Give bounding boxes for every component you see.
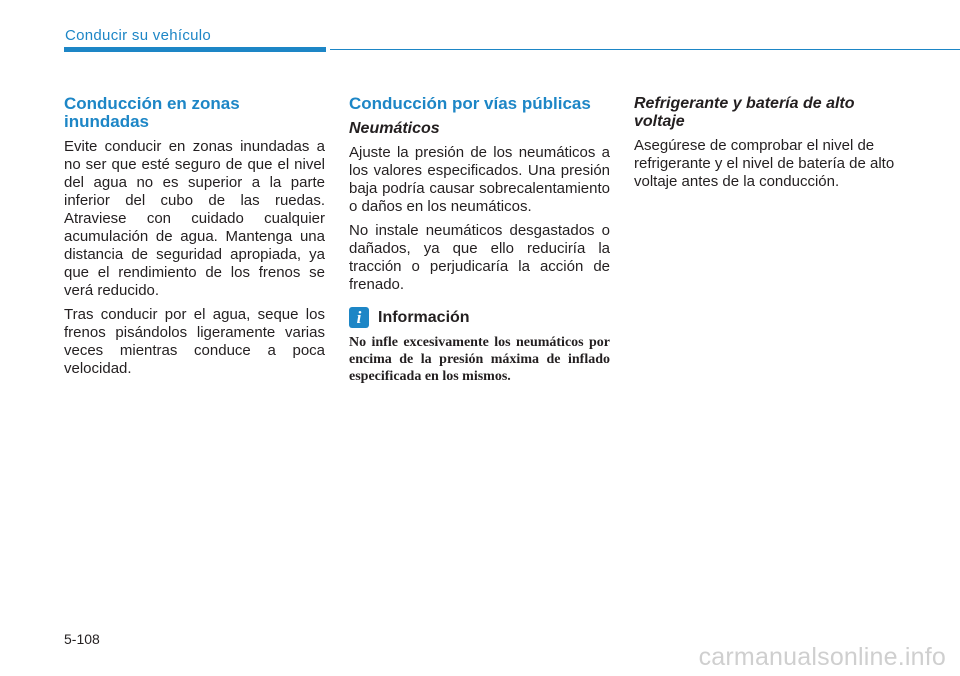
section-heading-flooded: Conducción en zonas inundadas [64,94,240,131]
page-header-title: Conducir su vehículo [65,27,212,44]
header-rule-thin [330,49,960,50]
column-coolant-battery [634,95,895,197]
info-icon: i [349,307,369,328]
info-title: Información [378,308,470,326]
page-number: 5-108 [64,631,100,647]
paragraph: Evite conducir en zonas inundadas a no ser que esté seguro de que el nivel del agua no es superior a la parte inferior del cubo de las ruedas. Atraviese con cuidado cualquier acumulación de agua. Mantenga una distancia de seguridad apropiada, ya que el rendimiento de los frenos se verá reducido. [64,138,325,299]
paragraph: No instale neumáticos desgastados o dañados, ya que ello reduciría la tracción o perjudicaría la acción de frenado. [349,222,610,293]
column-flooded-areas [64,95,325,384]
watermark: carmanualsonline.info [698,643,946,671]
info-box [349,307,610,385]
paragraph: Asegúrese de comprobar el nivel de refrigerante y el nivel de batería de alto voltaje antes de la conducción. [634,137,895,190]
info-text: No infle excesivamente los neumáticos por encima de la presión máxima de inflado especificada en los mismos. [349,335,610,384]
column-public-roads [349,95,610,385]
paragraph: Tras conducir por el agua, seque los frenos pisándolos ligeramente varias veces mientras conduce a poca velocidad. [64,306,325,377]
subheading-coolant-battery: Refrigerante y batería de alto voltaje [634,95,855,130]
info-header [349,307,610,328]
paragraph: Ajuste la presión de los neumáticos a los valores especificados. Una presión baja podría causar sobrecalentamiento o daños en los neumáticos. [349,144,610,215]
header-rule-thick [64,47,326,52]
subheading-tires: Neumáticos [349,120,440,137]
section-heading-public-roads: Conducción por vías públicas [349,94,591,113]
